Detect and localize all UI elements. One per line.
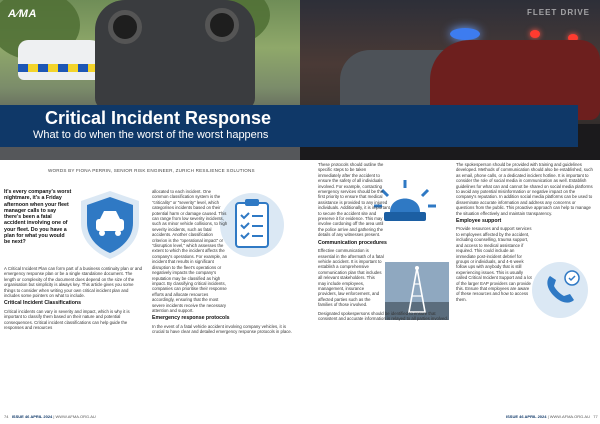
title-banner-extension bbox=[300, 105, 578, 147]
body-paragraph: In the event of a fatal vehicle accident involving company vehicles, it is crucial to have clear and detailed emergency response protocols in place. bbox=[152, 323, 292, 335]
page-number: 74 bbox=[4, 414, 9, 419]
issue-label: ISSUE 46 APRIL 2024 bbox=[506, 414, 547, 419]
emergency-light-icon bbox=[530, 30, 540, 38]
footer-left: 74 ISSUE 46 APRIL 2024 | WWW.AFMA.ORG.AU bbox=[4, 414, 96, 419]
body-paragraph: allocated to each incident. One common classification system is the "criticality" or "severity" level, which categorises incidents based on their potential harm or damage caused. This can range from low severity incidents, such as minor vehicle collisions, to high severity incidents, such as fatal accidents. Another classification criterion is the "operational impact" or "disruption level," which assesses the extent to which the incident affects the company's operations. For example, an incident that results in significant disruption to the fleet's operations or negatively impacts the company's reputation may be classified as high impact. By classifying critical incidents, companies can prioritise their response efforts and allocate resources accordingly, ensuring that the most severe incidents receive the necessary attention and support. bbox=[152, 189, 228, 313]
footer-right: ISSUE 46 APRIL 2024 | WWW.AFMA.ORG.AU 77 bbox=[506, 414, 598, 419]
article-column-2 bbox=[152, 189, 296, 338]
body-paragraph: Critical incidents can vary in severity and impact, which is why it is important to classify them based on their nature and potential consequences. Critical incident classifications can help guide the responses and resources bbox=[4, 308, 130, 331]
title-banner bbox=[0, 105, 300, 147]
car-wheel bbox=[205, 8, 239, 42]
photo-watermark: FLEET DRIVE bbox=[526, 8, 590, 17]
section-heading: Employee support bbox=[456, 218, 502, 225]
body-paragraph: Provide resources and support services to employees affected by the accident, including counselling, trauma support, and access to medical assistance if required. This could include an immediate post-incident debrief for groups or individuals, and 4-6 week follow ups with anybody that is still experiencing issues. This is usually called Critical Incident Support and a lot of the larger EAP providers can provide this. Ensure that employees are aware of these resources and how to access them. bbox=[456, 226, 532, 302]
section-heading: Emergency response protocols bbox=[152, 315, 230, 322]
article-column-1 bbox=[4, 189, 72, 249]
website-link[interactable]: WWW.AFMA.ORG.AU bbox=[55, 414, 96, 419]
section-heading: Communication procedures bbox=[318, 239, 387, 246]
body-paragraph: These protocols should outline the specific steps to be taken immediately after the accident to ensure the safety of all individuals involved. For example, contacting emergency services should be the first priority to ensure that medical assistance is provided to any injured individuals. Additionally, it is important to secure the accident site and preserve it for evidence. This may involve cordoning off the area until the police arrive and gathering the details of any witnesses present. bbox=[318, 162, 390, 238]
article-column-3 bbox=[318, 162, 448, 324]
article-column-1-lower bbox=[4, 266, 144, 333]
article-subtitle: What to do when the worst of the worst happens bbox=[33, 129, 269, 141]
body-paragraph: Designated spokespersons should be identified to ensure that consistent and accurate information is relayed to all parties involved. bbox=[318, 310, 448, 321]
body-paragraph: A Critical Incident Plan can form part of a business continuity plan or and emergency response plan or be a single standalone document. The length or complexity of the document does depend on the size of the organisation but simplicity is always key. This article gives you some things to consider when writing your own critical incident plan and includes some pointers on what to include. bbox=[4, 266, 143, 299]
section-heading: Critical Incident Classifications bbox=[4, 300, 81, 307]
emergency-light-icon bbox=[450, 28, 480, 40]
article-column-4 bbox=[456, 162, 594, 305]
body-paragraph: Effective communication is essential in the aftermath of a fatal vehicle accident. It is important to establish a comprehensive communication plan that includes all relevant stakeholders. This may include employees, management, insurance providers, law enforcement, and affected parties such as the families of those involved. bbox=[318, 248, 384, 308]
car-wheel bbox=[108, 10, 142, 44]
page-number: 77 bbox=[593, 414, 598, 419]
body-paragraph: The spokesperson should be provided with training and guidelines developed. Methods of communication should also be established, such as email, phone calls, or a dedicated incident hotline. It is important to consider the role of social media in communication as well. Establish guidelines for what can and cannot be shared on social media platforms to avoid any potential misinformation or negative impact on the company's reputation. In addition social media platforms can be used to disseminate accurate information and address any concerns or questions from the public. This proactive approach can help to manage the situation effectively and maintain transparency. bbox=[456, 162, 593, 216]
magazine-logo: A∕MA bbox=[8, 8, 37, 20]
intro-paragraph: It's every company's worst nightmare, it's a Friday afternoon when your fleet manager calls to say there's been a fatal accident involving one of your fleet. Do you have a plan for what you would be next? bbox=[4, 189, 72, 246]
article-title: Critical Incident Response bbox=[45, 108, 272, 128]
issue-label: ISSUE 46 APRIL 2024 bbox=[11, 414, 53, 419]
website-link[interactable]: WWW.AFMA.ORG.AU bbox=[549, 414, 590, 419]
byline: WORDS BY FIONA PERRIN, SENIOR RISK ENGINEER, ZURICH RESILIENCE SOLUTIONS bbox=[48, 168, 255, 173]
shield-car-icon bbox=[77, 189, 143, 261]
